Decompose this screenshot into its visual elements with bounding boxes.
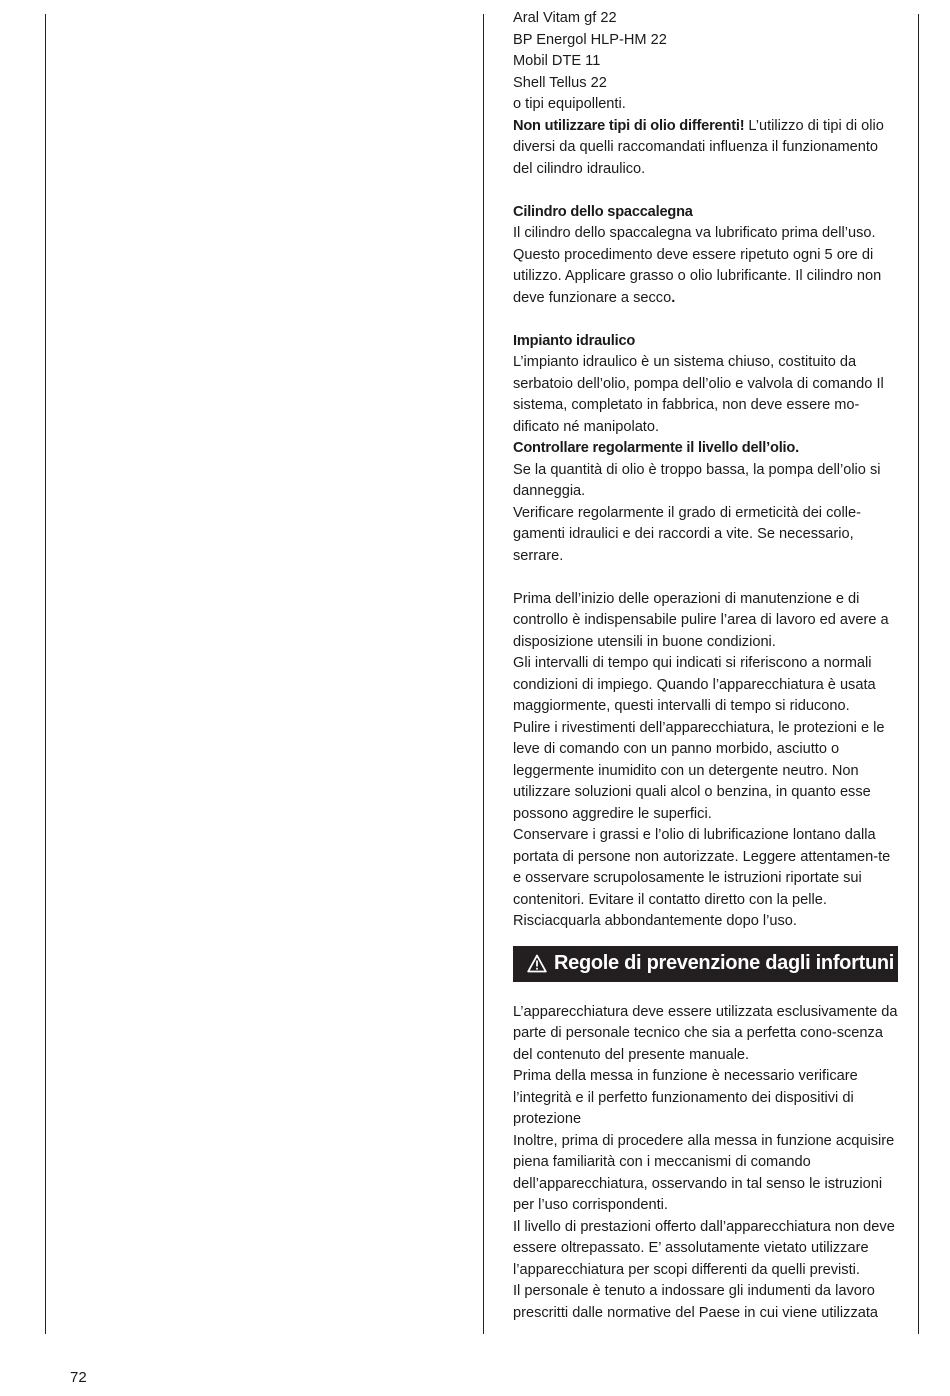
maintenance-paragraph: Conservare i grassi e l’olio di lubrificazione lontano dalla portata di persone non autorizzate. Leggere attentamen-te e osservare scrupolosamente le istruzioni riportate sui contenitori. Evitare il contatto diretto con la pelle. Risciacquarla abbondantemente dopo l’uso. bbox=[513, 827, 891, 929]
low-oil-note: Se la quantità di olio è troppo bassa, la pompa dell’olio si danneggia. bbox=[513, 461, 881, 499]
oil-warning-bold: Non utilizzare tipi di olio differenti! bbox=[513, 117, 745, 134]
left-margin-rule bbox=[45, 14, 46, 1334]
page-number: 72 bbox=[70, 1369, 87, 1386]
maintenance-paragraph: Gli intervalli di tempo qui indicati si riferiscono a normali condizioni di impiego. Quando l’apparecchiatura è usata maggiormente, questi intervalli di tempo si riducono. bbox=[513, 655, 876, 714]
oil-list-item: o tipi equipollenti. bbox=[513, 96, 626, 112]
hydraulic-heading: Impianto idraulico bbox=[513, 332, 636, 349]
cylinder-text-end: . bbox=[671, 289, 676, 306]
maintenance-section bbox=[513, 589, 898, 933]
warning-triangle-icon bbox=[527, 954, 547, 973]
cylinder-section bbox=[513, 202, 898, 310]
maintenance-paragraph: Pulire i rivestimenti dell’apparecchiatura, le protezioni e le leve di comando con un panno morbido, asciutto o leggermente inumidito con un detergente neutro. Non utilizzare soluzioni quali alcol o benzina, in quanto esse possono aggredire le superfici. bbox=[513, 719, 885, 822]
center-column-rule bbox=[483, 14, 484, 1334]
right-margin-rule bbox=[918, 14, 919, 1334]
safety-paragraph: Prima della messa in funzione è necessario verificare l’integrità e il perfetto funzionamento dei dispositivi di protezione bbox=[513, 1068, 858, 1127]
hydraulic-description: L’impianto idraulico è un sistema chiuso, costituito da serbatoio dell’olio, pompa dell’olio e valvola di comando Il sistema, completato in fabbrica, non deve essere mo-dificato né manipolato. bbox=[513, 354, 884, 435]
cylinder-paragraph bbox=[513, 223, 898, 309]
safety-section bbox=[513, 1002, 898, 1325]
maintenance-paragraph: Prima dell’inizio delle operazioni di manutenzione e di controllo è indispensabile pulire l’area di lavoro ed avere a disposizione utensili in buone condizioni. bbox=[513, 590, 889, 650]
oil-list-item: BP Energol HLP-HM 22 bbox=[513, 31, 667, 48]
oil-list-item: Shell Tellus 22 bbox=[513, 74, 607, 91]
safety-paragraph: Inoltre, prima di procedere alla messa in funzione acquisire piena familiarità con i meccanismi di comando dell’apparecchiatura, osservando in tal senso le istruzioni per l’uso corrispondenti. bbox=[513, 1132, 895, 1213]
oil-types-section bbox=[513, 8, 898, 180]
safety-paragraph: Il personale è tenuto a indossare gli indumenti da lavoro prescritti dalle normative del Paese in cui viene utilizzata bbox=[513, 1283, 879, 1321]
oil-list-item: Aral Vitam gf 22 bbox=[513, 10, 617, 26]
hydraulic-section bbox=[513, 331, 898, 568]
safety-banner-title: Regole di prevenzione dagli infortuni bbox=[554, 951, 895, 974]
tightness-note: Verificare regolarmente il grado di ermeticità dei colle-gamenti idraulici e dei raccordi a vite. Se necessario, serrare. bbox=[513, 504, 861, 564]
oil-warning-text: L’utilizzo di tipi di olio diversi da quelli raccomandati influenza il funzionamento del cilindro idraulico. bbox=[513, 117, 884, 177]
safety-banner bbox=[513, 946, 898, 982]
oil-level-check: Controllare regolarmente il livello dell’olio. bbox=[513, 440, 799, 456]
oil-list-item: Mobil DTE 11 bbox=[513, 53, 601, 69]
cylinder-heading: Cilindro dello spaccalegna bbox=[513, 203, 693, 220]
safety-paragraph: Il livello di prestazioni offerto dall’apparecchiatura non deve essere oltrepassato. E’ assolutamente vietato utilizzare l’apparecchiatura per scopi differenti da quelli previsti. bbox=[513, 1218, 895, 1278]
safety-paragraph: L’apparecchiatura deve essere utilizzata esclusivamente da parte di personale tecnico che sia a perfetta cono-scenza del contenuto del presente manuale. bbox=[513, 1003, 898, 1063]
text-column bbox=[513, 8, 898, 1324]
cylinder-text: Il cilindro dello spaccalegna va lubrificato prima dell’uso. Questo procedimento deve essere ripetuto ogni 5 ore di utilizzo. Applicare grasso o olio lubrificante. Il cilindro non deve funzionare a secco bbox=[513, 225, 882, 306]
oil-warning-paragraph bbox=[513, 116, 898, 181]
